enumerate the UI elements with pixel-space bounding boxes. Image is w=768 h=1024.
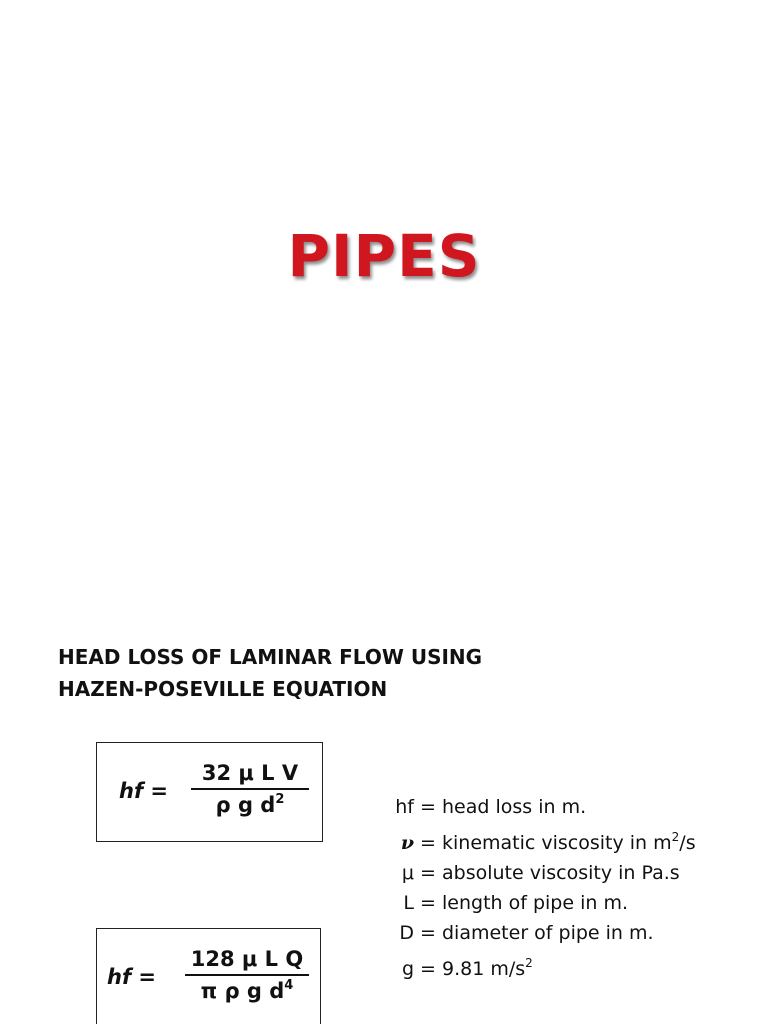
formula-numerator: 128 μ L Q xyxy=(190,947,304,971)
formula-denominator xyxy=(191,790,309,817)
formula-lhs-symbol: hf xyxy=(119,779,144,803)
legend-symbol: μ xyxy=(401,862,414,884)
legend-text: head loss in m. xyxy=(442,796,587,818)
legend-row-hf: hf = head loss in m. xyxy=(388,792,696,822)
section-heading xyxy=(58,641,482,705)
legend-symbol: L xyxy=(403,892,414,914)
formula-box-velocity xyxy=(96,742,323,842)
legend-text: length of pipe in m. xyxy=(442,892,628,914)
formula-fraction xyxy=(185,947,309,1003)
formula-fraction xyxy=(191,761,309,817)
formula-numerator: 32 μ L V xyxy=(201,761,299,785)
formula-equals: = xyxy=(138,965,157,989)
legend-symbol: ν xyxy=(400,832,414,854)
formula-denominator-exponent: 4 xyxy=(284,978,294,993)
legend-superscript: 2 xyxy=(671,830,680,844)
formula-denominator-text: ρ g d xyxy=(215,793,276,817)
legend-row-d: D = diameter of pipe in m. xyxy=(388,918,696,948)
legend-text: diameter of pipe in m. xyxy=(442,922,654,944)
formula-lhs xyxy=(107,965,156,989)
section-heading-line-2: HAZEN-POSEVILLE EQUATION xyxy=(58,677,388,701)
formula-denominator-text: π ρ g d xyxy=(200,979,285,1003)
formula-lhs xyxy=(119,779,168,803)
variable-legend xyxy=(388,792,696,984)
legend-text: kinematic viscosity in m xyxy=(442,832,672,854)
legend-text-after: /s xyxy=(679,832,696,854)
formula-denominator xyxy=(185,976,309,1003)
formula-equals: = xyxy=(150,779,169,803)
legend-row-nu: ν = kinematic viscosity in $m^2/s$ xyxy=(388,822,696,858)
legend-symbol: D xyxy=(399,922,414,944)
legend-text: absolute viscosity in Pa.s xyxy=(442,862,680,884)
formula-box-discharge xyxy=(96,928,321,1024)
legend-symbol: g xyxy=(401,958,414,980)
section-heading-line-1: HEAD LOSS OF LAMINAR FLOW USING xyxy=(58,645,483,669)
legend-row-g: g = 9.81 $m/s^2$ xyxy=(388,948,696,984)
formula-denominator-exponent: 2 xyxy=(275,792,285,807)
slide-title: PIPES xyxy=(287,222,481,290)
legend-row-mu: μ = absolute viscosity in Pa.s xyxy=(388,858,696,888)
formula-lhs-symbol: hf xyxy=(107,965,132,989)
legend-row-l: L = length of pipe in m. xyxy=(388,888,696,918)
legend-superscript: 2 xyxy=(525,956,533,970)
legend-text: 9.81 m/s xyxy=(442,958,526,980)
legend-symbol: hf xyxy=(395,796,414,818)
